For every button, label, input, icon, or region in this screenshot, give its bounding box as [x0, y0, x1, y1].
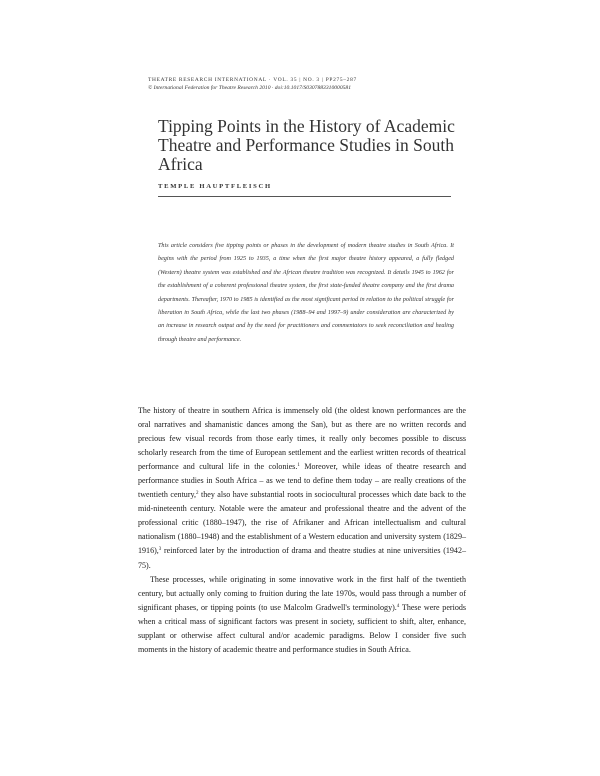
paragraph-text: These were periods when a critical mass of significant factors was present in society, sufficient to shift, alter, enhance, supplant or otherwise affect cultural and/or academic paradigms. Below I consider five such moments in the history of academic theatre and performance studies in South Africa. — [138, 602, 466, 654]
footnote-ref-4[interactable]: 4 — [396, 603, 400, 609]
footnote-ref-1[interactable]: 1 — [297, 463, 300, 469]
title-divider — [158, 196, 451, 197]
abstract: This article considers five tipping points or phases in the development of modern theatre studies in South Africa. It begins with the period from 1925 to 1935, a time when the first major theatre history appeared, a fully fledged (Western) theatre system was established and the African theatre tradition was recognized. It details 1945 to 1962 for the establishment of a coherent professional theatre system, the first state-funded theatre company and the first drama departments. Thereafter, 1970 to 1985 is identified as the most significant period in relation to the political struggle for liberation in South Africa, while the last two phases (1988–94 and 1997–9) under consideration are characterized by an increase in research output and by the need for practitioners and commentators to seek reconciliation and healing through theatre and performance. — [158, 243, 454, 343]
footnote-ref-2[interactable]: 2 — [196, 491, 199, 497]
author-name: TEMPLE HAUPTFLEISCH — [158, 183, 272, 190]
body-paragraph-2 — [138, 573, 466, 657]
paragraph-text: Moreover, while ideas of theatre research and performance studies in South Africa – as we tend to define them today – are really creations of the twentieth century, — [138, 462, 466, 500]
paragraph-text: reinforced later by the introduction of drama and theatre studies at nine universities (1942–75). — [138, 546, 466, 570]
article-title: Tipping Points in the History of Academic Theatre and Performance Studies in South Africa — [158, 116, 455, 174]
paragraph-text: The history of theatre in southern Africa is immensely old (the oldest known performances are the oral narratives and shamanistic dances among the San), but as there are no written records and precious few visual records from those early times, it really only becomes possible to discuss scholarly research from the time of European settlement and the earliest written records of theatrical performance and cultural life in the colonies. — [138, 406, 466, 472]
article-body — [138, 404, 466, 657]
paragraph-text: they also have substantial roots in sociocultural processes which date back to the mid-nineteenth century. Notable were the amateur and professional theatre and the advent of the professional critic (1880–1947), the rise of Afrikaner and African intellectualism and cultural nationalism (1880–1948) and the establishment of a Western education and university system (1829–1916), — [138, 490, 466, 556]
journal-citation: THEATRE RESEARCH INTERNATIONAL · VOL. 35 | NO. 3 | PP275–287 — [148, 77, 357, 83]
copyright-doi: © International Federation for Theatre Research 2010 · doi:10.1017/S0307883310000581 — [148, 85, 352, 91]
paragraph-text: These processes, while originating in some innovative work in the first half of the twentieth century, but actually only coming to fruition during the late 1970s, would pass through a number of significant phases, or tipping points (to use Malcolm Gradwell's terminology). — [138, 574, 466, 612]
body-paragraph-1 — [138, 404, 466, 573]
footnote-ref-3[interactable]: 3 — [158, 547, 162, 553]
